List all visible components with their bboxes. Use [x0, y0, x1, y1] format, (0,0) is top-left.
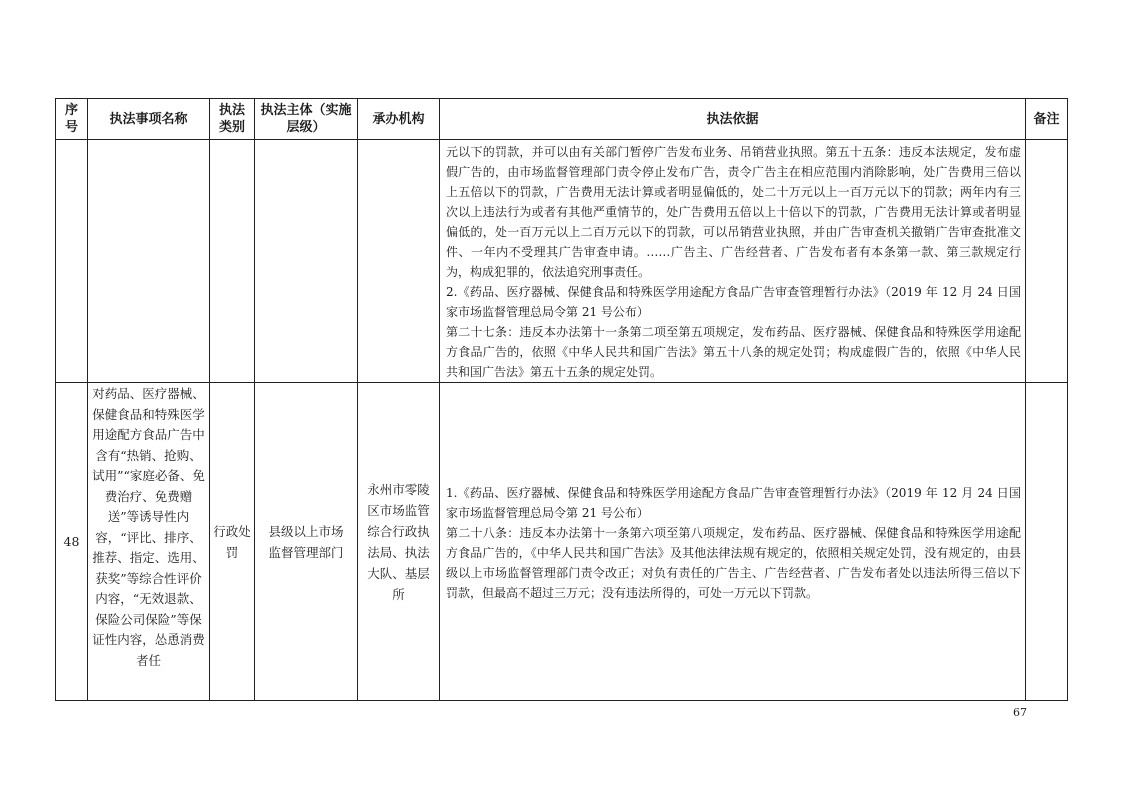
law-enforcement-table — [55, 98, 1068, 701]
basis-paragraph: 第二十八条：违反本办法第十一条第六项至第八项规定，发布药品、医疗器械、保健食品和特殊医学用途配方食品广告的，《中华人民共和国广告法》及其他法律法规有规定的，依照相关规定处罚，没有规定的，由县级以上市场监督管理部门责令改正；对负有责任的广告主、广告经营者、广告发布者处以违法所得三倍以下罚款，但最高不超过三万元；没有违法所得的，可处一万元以下罚款。 — [446, 525, 1021, 600]
header-seq: 序号 — [56, 99, 88, 140]
cont-org-cell — [358, 140, 440, 383]
row-48-note — [1026, 383, 1068, 701]
table-header-row — [56, 99, 1068, 140]
header-item-name: 执法事项名称 — [88, 99, 210, 140]
page-number: 67 — [1013, 706, 1027, 719]
cont-basis-cell — [440, 140, 1026, 383]
table-row-continuation — [56, 140, 1068, 383]
header-enforcement-subject: 执法主体（实施层级） — [255, 99, 358, 140]
cont-type-cell — [210, 140, 255, 383]
cont-item-cell — [88, 140, 210, 383]
header-remarks: 备注 — [1026, 99, 1068, 140]
basis-paragraph: 元以下的罚款，并可以由有关部门暂停广告发布业务、吊销营业执照。第五十五条：违反本法规定，发布虚假广告的，由市场监督管理部门责令停止发布广告，责令广告主在相应范围内消除影响，处广告费用三倍以上五倍以下的罚款，广告费用无法计算或者明显偏低的，处二十万元以上一百万元以下的罚款；两年内有三次以上违法行为或者有其他严重情节的，处广告费用五倍以上十倍以下的罚款，广告费用无法计算或者明显偏低的，处一百万元以上二百万元以下的罚款，可以吊销营业执照，并由广告审查机关撤销广告审查批准文件、一年内不受理其广告审查申请。……广告主、广告经营者、广告发布者有本条第一款、第三款规定行为，构成犯罪的，依法追究刑事责任。 — [446, 145, 1021, 279]
header-legal-basis: 执法依据 — [440, 99, 1026, 140]
table-row-48 — [56, 383, 1068, 701]
row-48-seq: 48 — [56, 383, 88, 701]
row-48-org: 永州市零陵区市场监管综合行政执法局、执法大队、基层所 — [358, 383, 440, 701]
row-48-basis — [440, 383, 1026, 701]
row-48-item-name: 对药品、医疗器械、保健食品和特殊医学用途配方食品广告中含有“热销、抢购、试用”“家庭必备、免费治疗、免费赠送”等诱导性内容，“评比、排序、推荐、指定、选用、获奖”等综合性评价内容，“无效退款、保险公司保险”等保证性内容，怂恿消费者任 — [88, 383, 210, 701]
basis-paragraph: 2.《药品、医疗器械、保健食品和特殊医学用途配方食品广告审查管理暂行办法》（2019 年 12 月 24 日国家市场监督管理总局令第 21 号公布） — [446, 285, 1021, 319]
basis-paragraph: 第二十七条：违反本办法第十一条第二项至第五项规定，发布药品、医疗器械、保健食品和特殊医学用途配方食品广告的，依照《中华人民共和国广告法》第五十八条的规定处罚；构成虚假广告的，依照《中华人民共和国广告法》第五十五条的规定处罚。 — [446, 325, 1021, 379]
row-48-type: 行政处罚 — [210, 383, 255, 701]
header-handling-agency: 承办机构 — [358, 99, 440, 140]
header-enforcement-type: 执法类别 — [210, 99, 255, 140]
cont-note-cell — [1026, 140, 1068, 383]
basis-paragraph: 1.《药品、医疗器械、保健食品和特殊医学用途配方食品广告审查管理暂行办法》（2019 年 12 月 24 日国家市场监督管理总局令第 21 号公布） — [446, 485, 1021, 520]
row-48-subject: 县级以上市场监督管理部门 — [255, 383, 358, 701]
cont-seq-cell — [56, 140, 88, 383]
cont-subject-cell — [255, 140, 358, 383]
